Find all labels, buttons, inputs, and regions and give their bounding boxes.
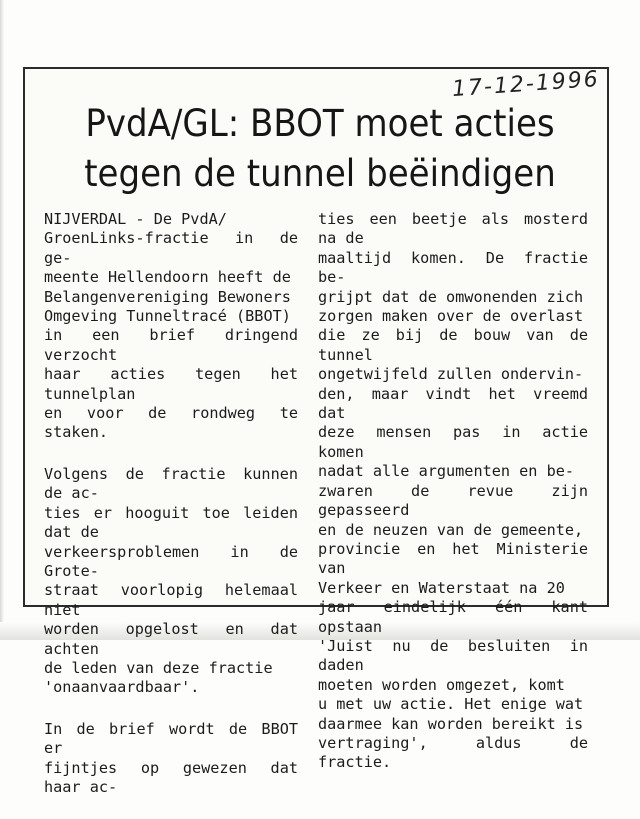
- article-column-left: [44, 210, 298, 819]
- headline-line-2: tegen de tunnel beëindigen: [84, 152, 556, 195]
- paragraph-continuation: ties een beetje als mosterd na de maaltijd komen. De fractie be- grijpt dat de omwonenden zich zorgen maken over de overlast die ze bij de bouw van de tunnel ongetwijfeld zullen ondervin- den, maar vindt het vreemd dat deze mensen pas in actie komen nadat alle argumenten en be- zwaren de revue zijn gepasseerd en de neuzen van de gemeente, provincie en het Ministerie van Verkeer en Waterstaat na 20 jaar eindelijk één kant opstaan 'Juist nu de besluiten in daden moeten worden omgezet, komt u met uw actie. Het enige wat daarmee kan worden bereikt is vertraging', aldus de fractie.: [318, 210, 588, 772]
- paragraph-brief: In de brief wordt de BBOT er fijntjes op gewezen dat haar ac-: [44, 719, 298, 796]
- paragraph-intro: NIJVERDAL - De PvdA/ GroenLinks-fractie in de ge- meente Hellendoorn heeft de Belangenvereniging Bewoners Omgeving Tunneltracé (BBOT) in een brief dringend verzocht haar acties tegen het tunnelplan en voor de rondweg te staken.: [44, 210, 298, 442]
- handwritten-date: 17-12-1996: [451, 66, 601, 103]
- paragraph-fractie: Volgens de fractie kunnen de ac- ties er hooguit toe leiden dat de verkeersproblemen in de Grote- straat voorlopig helemaal niet worden opgelost en dat achten de leden van deze fractie 'onaanvaardbaar'.: [44, 464, 298, 697]
- scan-edge-shadow: [0, 0, 4, 640]
- article-column-right: [318, 210, 588, 795]
- headline-line-1: PvdA/GL: BBOT moet acties: [85, 102, 555, 145]
